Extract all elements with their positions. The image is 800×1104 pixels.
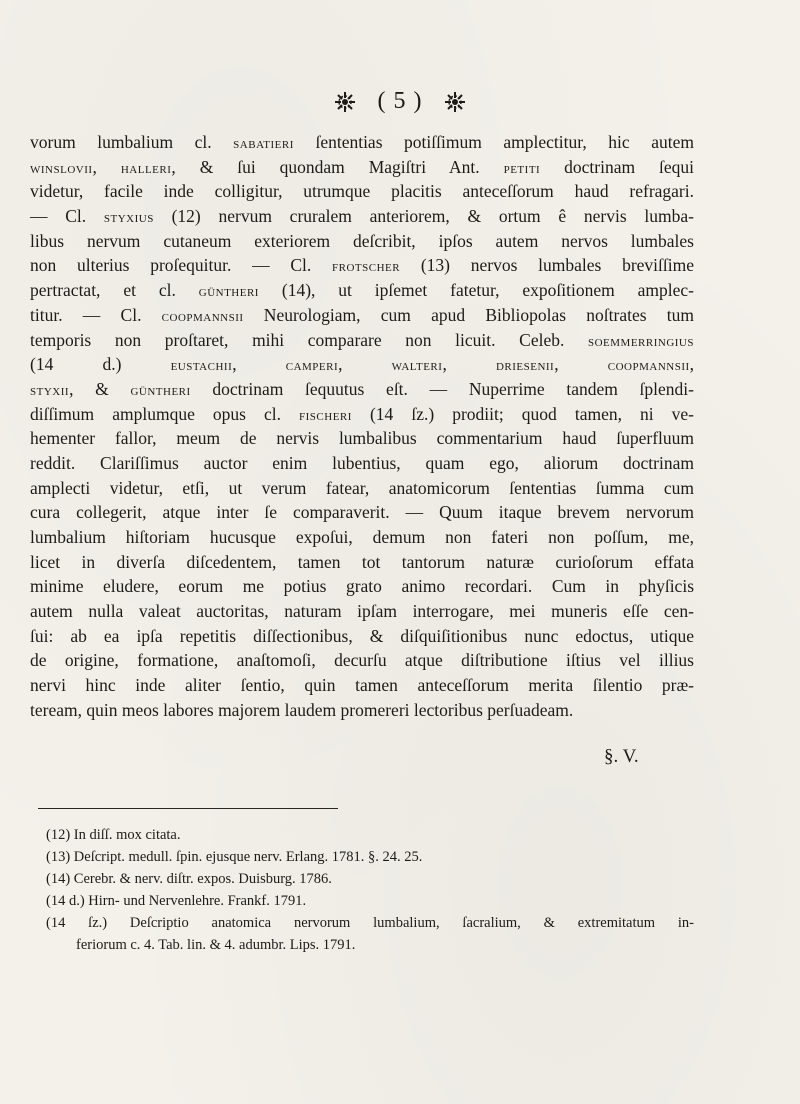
text-segment: doctrinam ſequi bbox=[540, 156, 695, 177]
author-name: styxius bbox=[103, 210, 154, 227]
author-name: soemmerringius bbox=[587, 333, 694, 350]
text-line bbox=[30, 229, 694, 254]
text-line bbox=[30, 130, 694, 155]
text-segment: minime eludere, eorum me potius grato animo recordari. Cum in phyſicis bbox=[30, 576, 694, 597]
text-segment: , & bbox=[69, 378, 131, 399]
text-line bbox=[30, 155, 694, 180]
text-segment: pertractat, et cl. bbox=[30, 280, 199, 301]
text-segment: (14), ut ipſemet fatetur, expoſitionem amplec- bbox=[258, 280, 694, 301]
footnote: (14) Cerebr. & nerv. diſtr. expos. Duisburg. 1786. bbox=[46, 871, 332, 887]
text-segment: teream, quin meos labores majorem laudem promereri lectoribus perſuadeam. bbox=[30, 699, 574, 720]
text-line bbox=[30, 179, 694, 204]
text-segment: temporis non proſtaret, mihi comparare non licuit. Celeb. bbox=[30, 329, 588, 350]
text-line bbox=[30, 402, 694, 427]
author-name: fischeri bbox=[299, 407, 352, 424]
footnotes bbox=[46, 824, 694, 956]
text-segment: amplecti videtur, etſi, ut verum fatear, anatomicorum ſententias ſumma cum bbox=[30, 477, 694, 498]
text-segment: hementer fallor, meum de nervis lumbalibus commentarium haud ſuperfluum bbox=[30, 428, 694, 449]
text-line bbox=[30, 451, 694, 476]
text-segment: reddit. Clariſſimus auctor enim lubentius, quam ego, aliorum doctrinam bbox=[30, 452, 694, 473]
text-line bbox=[30, 204, 694, 229]
text-segment: autem nulla valeat auctoritas, naturam ipſam interrogare, mei muneris eſſe cen- bbox=[30, 601, 694, 622]
text-segment: , bbox=[689, 354, 695, 375]
author-name: winslovii bbox=[30, 160, 93, 177]
author-name: walteri bbox=[391, 358, 443, 375]
text-segment: , & ſui quondam Magiſtri Ant. bbox=[171, 156, 504, 177]
text-segment: , bbox=[442, 354, 496, 375]
text-line bbox=[30, 328, 694, 353]
text-segment: ſui: ab ea ipſa repetitis diſſectionibus, & diſquiſitionibus nunc edoctus, utique bbox=[30, 625, 694, 646]
page-number: ( 5 ) bbox=[377, 88, 423, 114]
text-line bbox=[30, 278, 694, 303]
text-segment: titur. — Cl. bbox=[30, 304, 162, 325]
text-line bbox=[30, 550, 694, 575]
text-segment: (14 d.) bbox=[30, 354, 171, 375]
footnote: (14 d.) Hirn- und Nervenlehre. Frankf. 1791. bbox=[46, 893, 307, 909]
text-line bbox=[30, 352, 694, 377]
text-line bbox=[30, 648, 694, 673]
text-segment: libus nervum cutaneum exteriorem deſcribit, ipſos autem nervos lumbales bbox=[30, 230, 694, 251]
author-name: eustachii bbox=[170, 358, 233, 375]
text-line bbox=[30, 698, 694, 723]
author-name: petiti bbox=[503, 160, 541, 177]
text-line bbox=[30, 599, 694, 624]
text-segment: nervi hinc inde aliter ſentio, quin tamen anteceſſorum merita ſilentio præ- bbox=[30, 675, 694, 696]
author-name: sabatieri bbox=[233, 136, 294, 152]
author-name: camperi bbox=[285, 358, 339, 375]
text-segment: (13) nervos lumbales breviſſime bbox=[400, 255, 694, 276]
text-segment: , bbox=[232, 354, 286, 375]
author-name: güntheri bbox=[130, 382, 191, 399]
author-name: güntheri bbox=[198, 284, 259, 301]
text-line bbox=[30, 253, 694, 278]
text-segment: de origine, formatione, anaſtomoſi, decurſu atque diſtributione iſtius vel illius bbox=[30, 650, 694, 671]
footnote: (14 ſz.) Deſcriptio anatomica nervorum lumbalium, ſacralium, & extremitatum in- bbox=[46, 915, 694, 931]
text-segment: , bbox=[554, 354, 608, 375]
text-segment: non ulterius proſequitur. — Cl. bbox=[30, 255, 333, 276]
text-segment: ſententias potiſſimum amplectitur, hic autem bbox=[293, 132, 694, 152]
right-ornament-icon bbox=[444, 91, 466, 113]
text-segment: lumbalium hiſtoriam hucusque expoſui, demum non fateri non poſſum, me, bbox=[30, 527, 694, 547]
author-name: coopmannsii bbox=[161, 308, 244, 325]
text-line bbox=[30, 500, 694, 525]
text-segment: licet in diverſa diſcedentem, tamen tot tantorum naturæ curioſorum effata bbox=[30, 551, 694, 572]
main-paragraph bbox=[30, 130, 694, 723]
section-mark: §. V. bbox=[604, 746, 639, 767]
text-line bbox=[30, 624, 694, 649]
text-segment: — Cl. bbox=[30, 206, 104, 227]
text-segment: cura collegerit, atque inter ſe comparaverit. — Quum itaque brevem nervorum bbox=[30, 502, 694, 523]
text-segment: Neurologiam, cum apud Bibliopolas noſtrates tum bbox=[243, 304, 694, 325]
footnote-divider bbox=[38, 808, 338, 809]
text-line bbox=[30, 303, 694, 328]
author-name: driesenii bbox=[495, 358, 555, 375]
text-line bbox=[30, 476, 694, 501]
text-segment: vorum lumbalium cl. bbox=[30, 132, 234, 152]
text-line bbox=[30, 673, 694, 698]
text-segment: (12) nervum cruralem anteriorem, & ortum ê nervis lumba- bbox=[153, 206, 694, 227]
text-segment: videtur, facile inde colligitur, utrumque placitis anteceſſorum haud refragari. bbox=[30, 181, 694, 202]
author-name: coopmannsii bbox=[607, 358, 690, 375]
text-line bbox=[30, 426, 694, 451]
text-segment: , bbox=[92, 156, 121, 177]
page-header bbox=[0, 88, 800, 115]
text-segment: (14 ſz.) prodiit; quod tamen, ni ve- bbox=[351, 403, 695, 424]
footnote: (13) Deſcript. medull. ſpin. ejusque nerv. Erlang. 1781. §. 24. 25. bbox=[46, 849, 423, 865]
text-segment: doctrinam ſequutus eſt. — Nuperrime tandem ſplendi- bbox=[190, 378, 694, 399]
author-name: halleri bbox=[120, 160, 172, 177]
text-line bbox=[30, 574, 694, 599]
left-ornament-icon bbox=[334, 91, 356, 113]
author-name: styxii bbox=[30, 382, 70, 399]
text-segment: , bbox=[338, 354, 392, 375]
author-name: frotscher bbox=[332, 259, 401, 276]
text-line bbox=[30, 377, 694, 402]
footnote: feriorum c. 4. Tab. lin. & 4. adumbr. Lips. 1791. bbox=[76, 937, 356, 953]
text-segment: diſſimum amplumque opus cl. bbox=[30, 403, 300, 424]
footnote: (12) In diſſ. mox citata. bbox=[46, 827, 181, 843]
text-line bbox=[30, 525, 694, 550]
